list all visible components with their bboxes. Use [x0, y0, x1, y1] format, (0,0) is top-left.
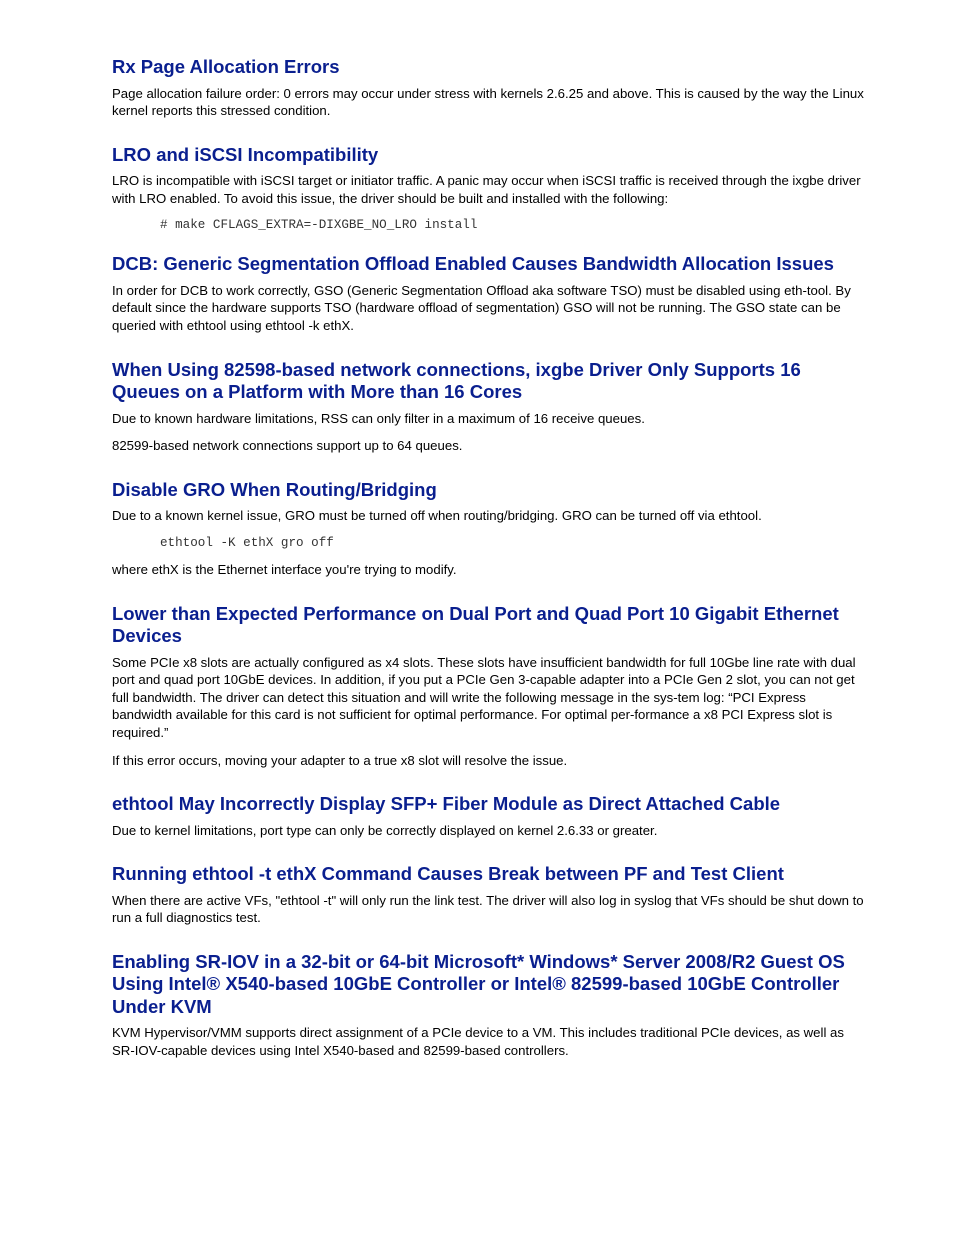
code-block: # make CFLAGS_EXTRA=-DIXGBE_NO_LRO install — [160, 218, 478, 233]
section-heading: ethtool May Incorrectly Display SFP+ Fiber Module as Direct Attached Cable — [112, 793, 781, 815]
section-heading: Enabling SR-IOV in a 32-bit or 64-bit Microsoft* Windows* Server 2008/R2 Guest OS Using Intel® X540-based 10GbE Controller or Intel® 82599-based 10GbE Controller Under KVM — [112, 950, 845, 1017]
section-82598-queues — [112, 359, 864, 455]
section-disable-gro — [112, 479, 864, 579]
section-paragraph: Due to known hardware limitations, RSS can only filter in a maximum of 16 receive queues. — [112, 410, 645, 426]
section-dcb-gso — [112, 253, 864, 334]
section-heading: Running ethtool -t ethX Command Causes Break between PF and Test Client — [112, 863, 784, 885]
section-paragraph: where ethX is the Ethernet interface you're trying to modify. — [112, 561, 457, 577]
section-paragraph: KVM Hypervisor/VMM supports direct assignment of a PCIe device to a VM. This includes traditional PCIe devices, as well as SR-IOV-capable devices using Intel X540-based and 82599-based controllers. — [112, 1025, 844, 1058]
section-rx-page-allocation — [112, 56, 864, 120]
section-heading: Disable GRO When Routing/Bridging — [112, 478, 437, 500]
section-heading: Rx Page Allocation Errors — [112, 56, 340, 77]
section-paragraph: 82599-based network connections support up to 64 queues. — [112, 438, 463, 454]
section-lro-iscsi — [112, 144, 864, 234]
section-paragraph: Some PCIe x8 slots are actually configured as x4 slots. These slots have insufficient bandwidth for full 10Gbe line rate with dual port and quad port 10GbE devices. In addition, if you put a PCIe Gen 3-capable adapter into a PCIe Gen 2 slot, you can not get full bandwidth. The driver can detect this situation and will write the following message in the sys-tem log: “PCI Express bandwidth available for this card is not sufficient for optimal performance. For optimal per-formance a x8 PCI Express slot is required.” — [112, 654, 856, 740]
section-heading: LRO and iSCSI Incompatibility — [112, 143, 379, 165]
document-page — [112, 56, 864, 1070]
code-block: ethtool -K ethX gro off — [160, 535, 334, 550]
section-paragraph: If this error occurs, moving your adapter to a true x8 slot will resolve the issue. — [112, 752, 568, 768]
section-heading: DCB: Generic Segmentation Offload Enabled Causes Bandwidth Allocation Issues — [112, 253, 834, 275]
section-paragraph: LRO is incompatible with iSCSI target or initiator traffic. A panic may occur when iSCSI traffic is received through the ixgbe driver with LRO enabled. To avoid this issue, the driver should be built and installed with the following: — [112, 173, 861, 206]
section-heading: When Using 82598-based network connections, ixgbe Driver Only Supports 16 Queues on a Platform with More than 16 Cores — [112, 358, 801, 403]
section-ethtool-sfp — [112, 793, 864, 839]
section-paragraph: Due to kernel limitations, port type can only be correctly displayed on kernel 2.6.33 or greater. — [112, 822, 658, 838]
section-paragraph: When there are active VFs, "ethtool -t" will only run the link test. The driver will also log in syslog that VFs should be shut down to run a full diagnostics test. — [112, 892, 864, 926]
section-paragraph: Page allocation failure order: 0 errors may occur under stress with kernels 2.6.25 and above. This is caused by the way the Linux kernel reports this stressed condition. — [112, 85, 864, 119]
section-paragraph: Due to a known kernel issue, GRO must be turned off when routing/bridging. GRO can be turned off via ethtool. — [112, 508, 762, 524]
section-heading: Lower than Expected Performance on Dual Port and Quad Port 10 Gigabit Ethernet Devices — [112, 602, 839, 647]
section-lower-performance — [112, 603, 864, 770]
section-sr-iov-kvm — [112, 951, 864, 1060]
section-ethtool-t — [112, 863, 864, 927]
section-paragraph: In order for DCB to work correctly, GSO (Generic Segmentation Offload aka software TSO) must be disabled using eth-tool. By default since the hardware supports TSO (hardware offload of segmentation) GSO will not be running. The GSO state can be queried with ethtool using ethtool -k ethX. — [112, 282, 851, 334]
